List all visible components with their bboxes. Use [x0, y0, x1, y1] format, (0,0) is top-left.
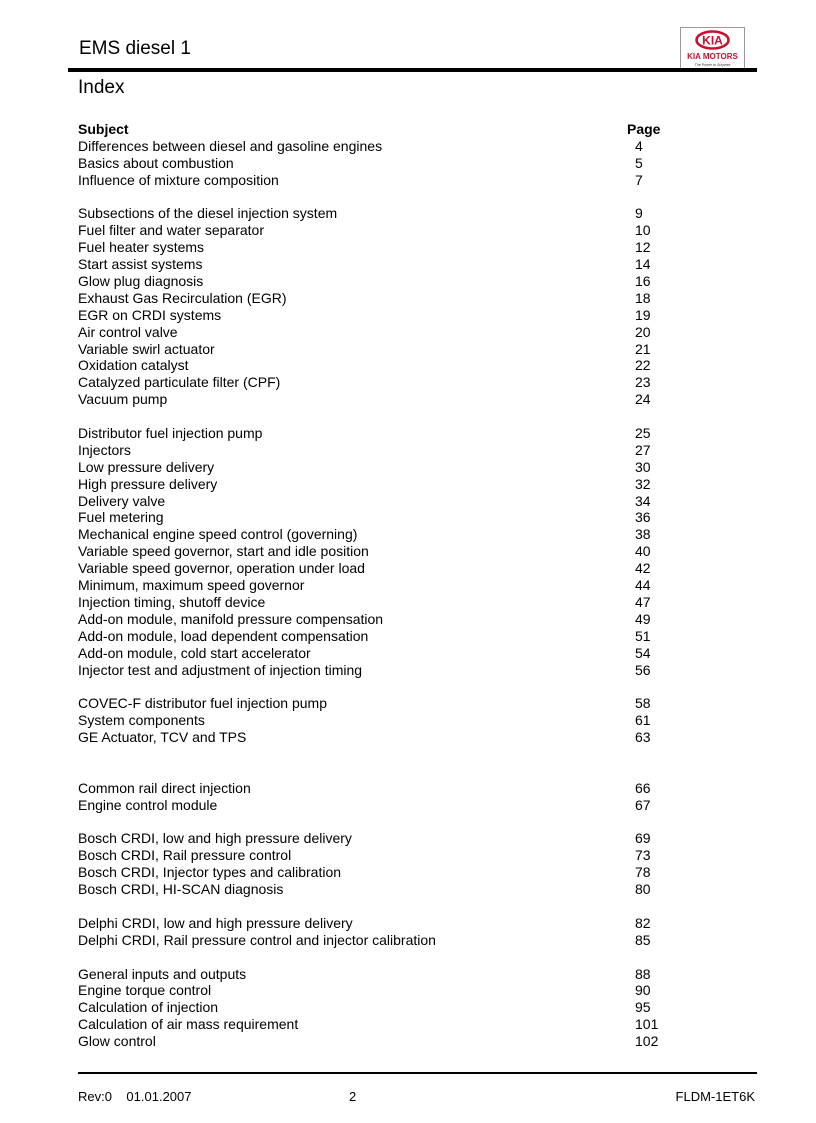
entry-page-number: 14: [635, 256, 651, 273]
index-entry: [78, 830, 678, 847]
section-spacer: [78, 678, 678, 695]
entry-subject: Common rail direct injection: [78, 779, 251, 796]
index-entry: [78, 645, 678, 662]
entry-page-number: 21: [635, 340, 651, 357]
section-spacer: [78, 949, 678, 966]
index-entry: [78, 577, 678, 594]
entry-subject: Add-on module, manifold pressure compensation: [78, 610, 384, 627]
index-entry: [78, 155, 678, 172]
entry-subject: GE Actuator, TCV and TPS: [78, 729, 247, 746]
entry-subject: Delivery valve: [78, 492, 166, 509]
entry-page-number: 58: [635, 695, 651, 712]
entry-subject: Injector test and adjustment of injection timing: [78, 661, 363, 678]
entry-page-number: 42: [635, 560, 651, 577]
entry-page-number: 102: [635, 1033, 659, 1050]
entry-subject: System components: [78, 712, 205, 729]
entry-page-number: 73: [635, 847, 651, 864]
entry-page-number: 16: [635, 273, 651, 290]
entry-subject: Add-on module, cold start accelerator: [78, 644, 311, 661]
entry-page-number: 27: [635, 441, 651, 458]
entry-subject: Fuel heater systems: [78, 239, 205, 256]
entry-subject: Variable speed governor, start and idle position: [78, 543, 369, 560]
entry-page-number: 20: [635, 323, 651, 340]
entry-page-number: 4: [635, 137, 643, 154]
index-entry: [78, 476, 678, 493]
entry-subject: Differences between diesel and gasoline engines: [78, 137, 383, 154]
entry-page-number: 63: [635, 729, 651, 746]
entry-page-number: 24: [635, 391, 651, 408]
entry-subject: Bosch CRDI, Injector types and calibration: [78, 864, 342, 881]
entry-subject: COVEC-F distributor fuel injection pump: [78, 695, 327, 712]
index-entry: [78, 391, 678, 408]
index-entry: [78, 1033, 678, 1050]
index-entry: [78, 138, 678, 155]
index-entry: [78, 695, 678, 712]
section-spacer: [78, 898, 678, 915]
index-entry: [78, 222, 678, 239]
index-entry: [78, 932, 678, 949]
entry-page-number: 49: [635, 610, 651, 627]
entry-page-number: 19: [635, 306, 651, 323]
logo-tagline: The Power to Surprise: [694, 63, 731, 67]
index-entry: [78, 915, 678, 932]
entry-subject: EGR on CRDI systems: [78, 306, 222, 323]
index-entry: [78, 256, 678, 273]
index-entry: [78, 526, 678, 543]
entry-page-number: 90: [635, 982, 651, 999]
footer-revision-date: [78, 1089, 192, 1104]
footer-page-number: 2: [349, 1089, 357, 1104]
document-title: EMS diesel 1: [79, 38, 191, 59]
entry-subject: General inputs and outputs: [78, 965, 247, 982]
logo-name: KIA MOTORS: [687, 52, 738, 61]
footer-date: 01.01.2007: [126, 1089, 192, 1104]
entry-page-number: 51: [635, 627, 651, 644]
entry-subject: Air control valve: [78, 323, 178, 340]
footer-revision: Rev:0: [78, 1089, 112, 1104]
index-entries: [78, 138, 678, 1050]
entry-subject: Glow control: [78, 1033, 156, 1050]
index-entry: [78, 290, 678, 307]
entry-page-number: 22: [635, 357, 651, 374]
index-entry: [78, 442, 678, 459]
subject-column-header: Subject: [78, 121, 129, 137]
index-entry: [78, 307, 678, 324]
entry-subject: Distributor fuel injection pump: [78, 425, 263, 442]
entry-subject: Injectors: [78, 441, 131, 458]
entry-page-number: 18: [635, 289, 651, 306]
entry-page-number: 32: [635, 475, 651, 492]
index-entry: [78, 712, 678, 729]
index-entry: [78, 780, 678, 797]
entry-subject: Engine torque control: [78, 982, 212, 999]
index-entry: [78, 374, 678, 391]
entry-subject: Basics about combustion: [78, 154, 234, 171]
entry-subject: Subsections of the diesel injection system: [78, 205, 338, 222]
entry-subject: Calculation of air mass requirement: [78, 1016, 299, 1033]
index-entry: [78, 509, 678, 526]
entry-page-number: 78: [635, 864, 651, 881]
entry-page-number: 7: [635, 171, 643, 188]
entry-page-number: 10: [635, 222, 651, 239]
section-spacer: [78, 189, 678, 206]
index-entry: [78, 1016, 678, 1033]
index-entry: [78, 273, 678, 290]
index-entry: [78, 543, 678, 560]
entry-page-number: 9: [635, 205, 643, 222]
entry-subject: Fuel metering: [78, 509, 164, 526]
index-entry: [78, 662, 678, 679]
entry-subject: Oxidation catalyst: [78, 357, 189, 374]
entry-page-number: 80: [635, 881, 651, 898]
footer-divider: [78, 1072, 757, 1074]
entry-page-number: 82: [635, 914, 651, 931]
index-entry: [78, 881, 678, 898]
section-spacer: [78, 814, 678, 831]
index-table: [78, 121, 678, 1050]
index-entry: [78, 864, 678, 881]
entry-page-number: 85: [635, 931, 651, 948]
entry-subject: Mechanical engine speed control (governing): [78, 526, 358, 543]
index-entry: [78, 357, 678, 374]
entry-page-number: 47: [635, 593, 651, 610]
entry-page-number: 61: [635, 712, 651, 729]
entry-subject: Engine control module: [78, 796, 218, 813]
entry-subject: Delphi CRDI, Rail pressure control and injector calibration: [78, 931, 436, 948]
section-spacer: [78, 408, 678, 425]
entry-page-number: 25: [635, 425, 651, 442]
entry-page-number: 66: [635, 779, 651, 796]
entry-subject: Bosch CRDI, HI-SCAN diagnosis: [78, 881, 284, 898]
index-entry: [78, 459, 678, 476]
index-entry: [78, 205, 678, 222]
entry-page-number: 5: [635, 154, 643, 171]
index-entry: [78, 560, 678, 577]
entry-subject: Injection timing, shutoff device: [78, 593, 266, 610]
entry-subject: Calculation of injection: [78, 999, 219, 1016]
index-entry: [78, 239, 678, 256]
entry-subject: Fuel filter and water separator: [78, 222, 264, 239]
section-spacer: [78, 746, 678, 780]
entry-subject: Variable swirl actuator: [78, 340, 215, 357]
index-entry: [78, 172, 678, 189]
index-header-row: [78, 121, 678, 138]
entry-page-number: 88: [635, 965, 651, 982]
index-entry: [78, 628, 678, 645]
index-entry: [78, 797, 678, 814]
entry-subject: Bosch CRDI, low and high pressure delivery: [78, 830, 352, 847]
entry-page-number: 67: [635, 796, 651, 813]
page-heading: Index: [78, 77, 125, 98]
index-entry: [78, 594, 678, 611]
entry-subject: High pressure delivery: [78, 475, 218, 492]
index-entry: [78, 425, 678, 442]
entry-page-number: 56: [635, 661, 651, 678]
index-entry: [78, 966, 678, 983]
entry-page-number: 36: [635, 509, 651, 526]
entry-subject: Variable speed governor, operation under load: [78, 560, 365, 577]
entry-page-number: 54: [635, 644, 651, 661]
entry-subject: Glow plug diagnosis: [78, 273, 204, 290]
entry-subject: Add-on module, load dependent compensation: [78, 627, 369, 644]
entry-subject: Influence of mixture composition: [78, 171, 279, 188]
entry-subject: Vacuum pump: [78, 391, 168, 408]
entry-page-number: 34: [635, 492, 651, 509]
index-entry: [78, 493, 678, 510]
entry-page-number: 40: [635, 543, 651, 560]
entry-page-number: 30: [635, 458, 651, 475]
entry-subject: Delphi CRDI, low and high pressure delivery: [78, 914, 353, 931]
kia-motors-logo: [680, 27, 745, 70]
entry-page-number: 23: [635, 374, 651, 391]
page-column-header: Page: [627, 121, 661, 137]
index-entry: [78, 847, 678, 864]
index-entry: [78, 324, 678, 341]
index-entry: [78, 611, 678, 628]
entry-subject: Low pressure delivery: [78, 458, 215, 475]
index-entry: [78, 729, 678, 746]
entry-page-number: 101: [635, 1016, 659, 1033]
entry-subject: Catalyzed particulate filter (CPF): [78, 374, 281, 391]
entry-page-number: 44: [635, 577, 651, 594]
logo-brand: KIA: [702, 33, 723, 48]
entry-page-number: 38: [635, 526, 651, 543]
index-entry: [78, 982, 678, 999]
entry-subject: Exhaust Gas Recirculation (EGR): [78, 289, 287, 306]
entry-page-number: 12: [635, 239, 651, 256]
entry-page-number: 95: [635, 999, 651, 1016]
entry-subject: Start assist systems: [78, 256, 203, 273]
entry-subject: Minimum, maximum speed governor: [78, 577, 305, 594]
index-entry: [78, 341, 678, 358]
header-divider: [68, 68, 757, 72]
index-entry: [78, 999, 678, 1016]
footer-document-code: FLDM-1ET6K: [675, 1089, 755, 1104]
entry-subject: Bosch CRDI, Rail pressure control: [78, 847, 292, 864]
entry-page-number: 69: [635, 830, 651, 847]
